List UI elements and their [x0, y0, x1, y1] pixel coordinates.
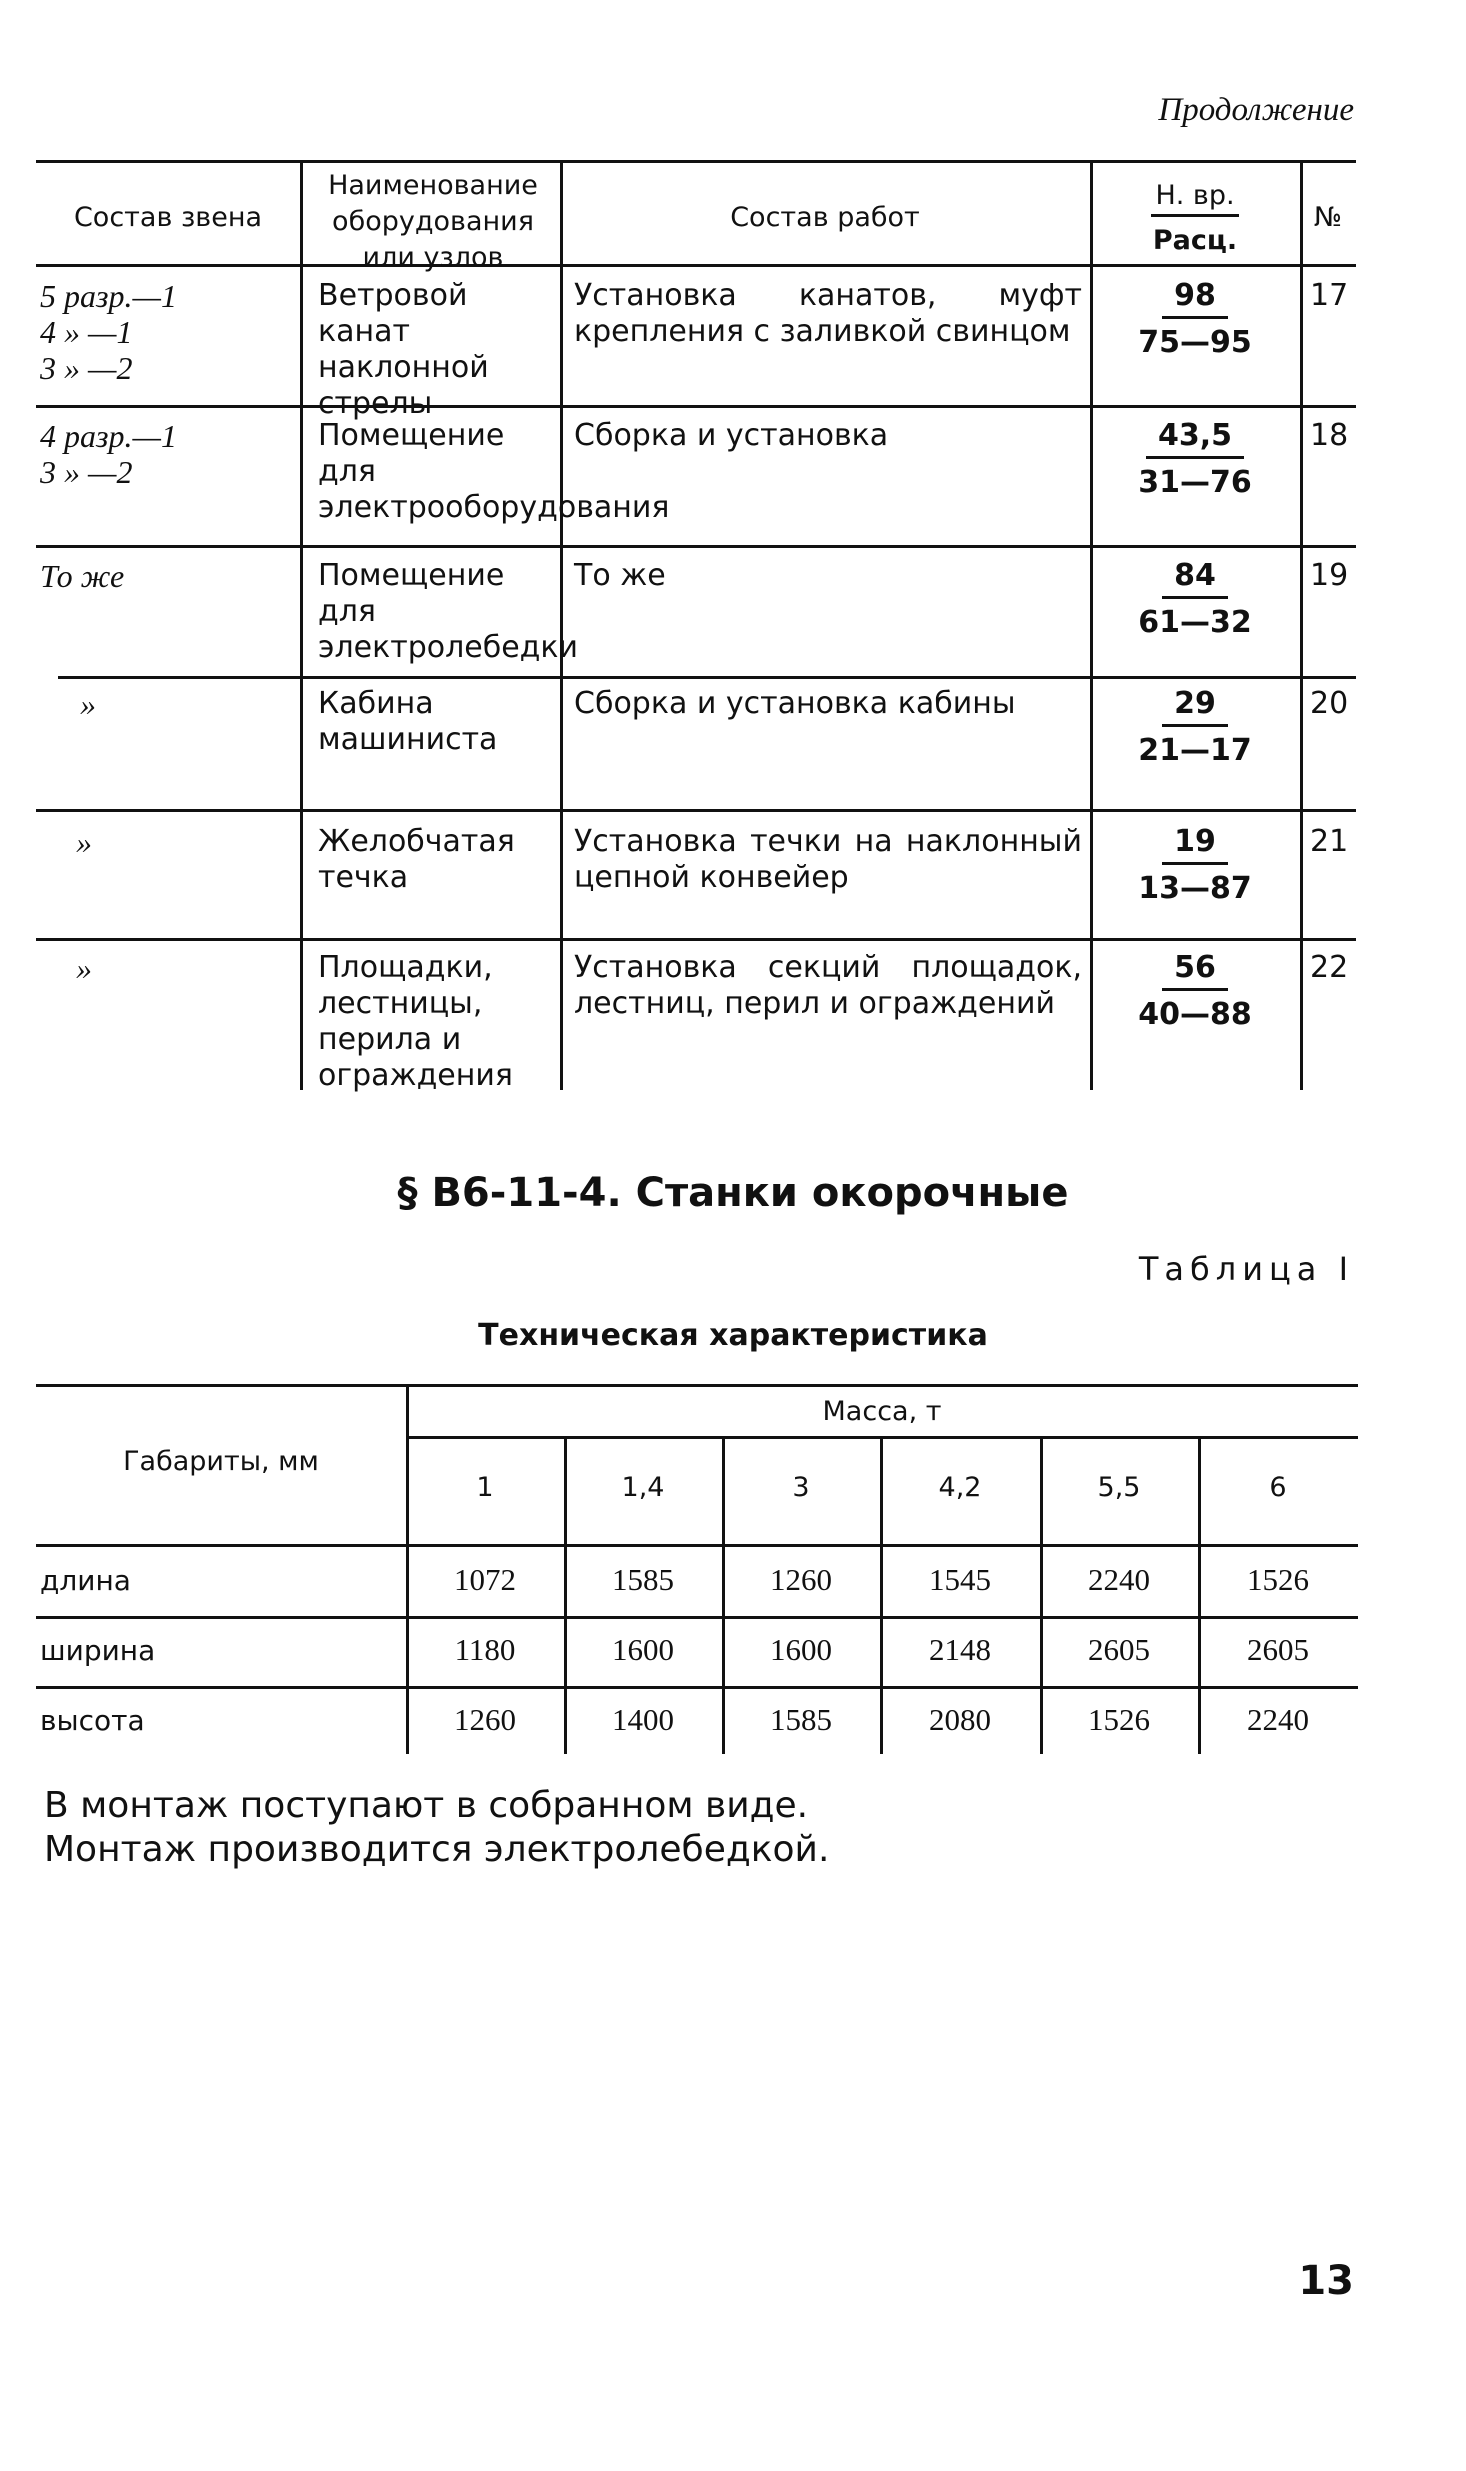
table-row-equipment: Кабина машиниста	[318, 686, 498, 757]
table-row-work: Установка канатов, муфт крепления с заливкой свинцом	[574, 278, 1082, 349]
table-row-crew: То же	[40, 558, 125, 594]
spec-cell: 2240	[1088, 1562, 1150, 1597]
spec-cell: 1260	[454, 1702, 516, 1737]
table-row-crew: »	[76, 950, 92, 986]
table-row-crew: 4 разр.—1 3 » —2	[40, 418, 177, 490]
spec-cell: 2605	[1247, 1632, 1309, 1667]
spec-row-label: высота	[40, 1704, 145, 1737]
spec-cell: 1600	[770, 1632, 832, 1667]
spec-cell: 1526	[1247, 1562, 1309, 1597]
table-row-equipment: Площадки, лестницы, перила и ограждения	[318, 950, 513, 1093]
header-norm	[1090, 178, 1300, 259]
spec-cell: 2148	[929, 1632, 991, 1667]
table-row-crew: »	[80, 686, 96, 722]
table-row-number: 18	[1310, 418, 1349, 453]
section-title: § В6-11-4. Станки окорочные	[397, 1170, 1069, 1216]
table-row-crew: »	[76, 824, 92, 860]
paragraph-line: В монтаж поступают в собранном виде.	[44, 1785, 809, 1826]
table-row-norm: 29 21—17	[1138, 686, 1252, 768]
spec-cell: 1072	[454, 1562, 516, 1597]
table-row-equipment: Помещение для электролебедки	[318, 558, 579, 665]
header-crew: Состав звена	[73, 202, 263, 233]
spec-cell: 1585	[612, 1562, 674, 1597]
table-row-norm: 84 61—32	[1138, 558, 1252, 640]
spec-table	[36, 1384, 1358, 1754]
table-row-norm: 56 40—88	[1138, 950, 1252, 1032]
spec-column-header: 3	[792, 1472, 810, 1503]
table-row-number: 21	[1310, 824, 1349, 859]
table-label: Таблица I	[1138, 1250, 1354, 1288]
spec-cell: 1260	[770, 1562, 832, 1597]
spec-cell: 1545	[929, 1562, 991, 1597]
spec-column-header: 4,2	[938, 1472, 982, 1503]
spec-row-header: Габариты, мм	[123, 1446, 319, 1477]
spec-row-label: ширина	[40, 1634, 156, 1667]
table-caption: Техническая характеристика	[478, 1318, 988, 1353]
continuation-label: Продолжение	[1158, 92, 1354, 128]
table-row-number: 22	[1310, 950, 1349, 985]
table-row-work: Установка течки на наклонный цепной конвейер	[574, 824, 1082, 895]
table-row-work: Сборка и установка кабины	[574, 686, 1016, 721]
spec-row-label: длина	[40, 1564, 131, 1597]
header-norm-rate: Расц.	[1152, 225, 1238, 256]
table-row-norm: 19 13—87	[1138, 824, 1252, 906]
spec-cell: 2240	[1247, 1702, 1309, 1737]
spec-column-header: 5,5	[1097, 1472, 1141, 1503]
table-row-number: 19	[1310, 558, 1349, 593]
spec-column-header: 1,4	[621, 1472, 665, 1503]
spec-column-header: 1	[476, 1472, 494, 1503]
header-norm-time: Н. вр.	[1151, 178, 1238, 217]
spec-column-header: 6	[1269, 1472, 1287, 1503]
spec-cell: 1400	[612, 1702, 674, 1737]
paragraph-line: Монтаж производится электролебедкой.	[44, 1829, 830, 1870]
table-row-work: То же	[574, 558, 666, 593]
header-number: №	[1313, 202, 1343, 233]
spec-cell: 2605	[1088, 1632, 1150, 1667]
spec-cell: 1180	[454, 1632, 516, 1667]
table-row-number: 17	[1310, 278, 1349, 313]
table-row-norm: 43,5 31—76	[1138, 418, 1252, 500]
header-equipment: Наименование оборудования или узлов	[328, 170, 538, 273]
table-row-equipment: Ветровой канат наклонной стрелы	[318, 278, 489, 421]
table-row-work: Установка секций площадок, лестниц, перил и ограждений	[574, 950, 1082, 1021]
spec-group-header: Масса, т	[822, 1396, 942, 1427]
spec-cell: 1585	[770, 1702, 832, 1737]
table-row-work: Сборка и установка	[574, 418, 889, 453]
table-row-crew: 5 разр.—1 4 » —1 3 » —2	[40, 278, 177, 386]
table-row-equipment: Желобчатая течка	[318, 824, 515, 895]
table-row-norm: 98 75—95	[1138, 278, 1252, 360]
page-number: 13	[1298, 2258, 1354, 2304]
table-row-number: 20	[1310, 686, 1349, 721]
spec-cell: 1600	[612, 1632, 674, 1667]
body-paragraph	[44, 1784, 829, 1872]
table-row-equipment: Помещение для электрооборудования	[318, 418, 670, 525]
works-table	[36, 160, 1356, 1093]
header-work: Состав работ	[730, 202, 920, 233]
spec-cell: 2080	[929, 1702, 991, 1737]
spec-cell: 1526	[1088, 1702, 1150, 1737]
